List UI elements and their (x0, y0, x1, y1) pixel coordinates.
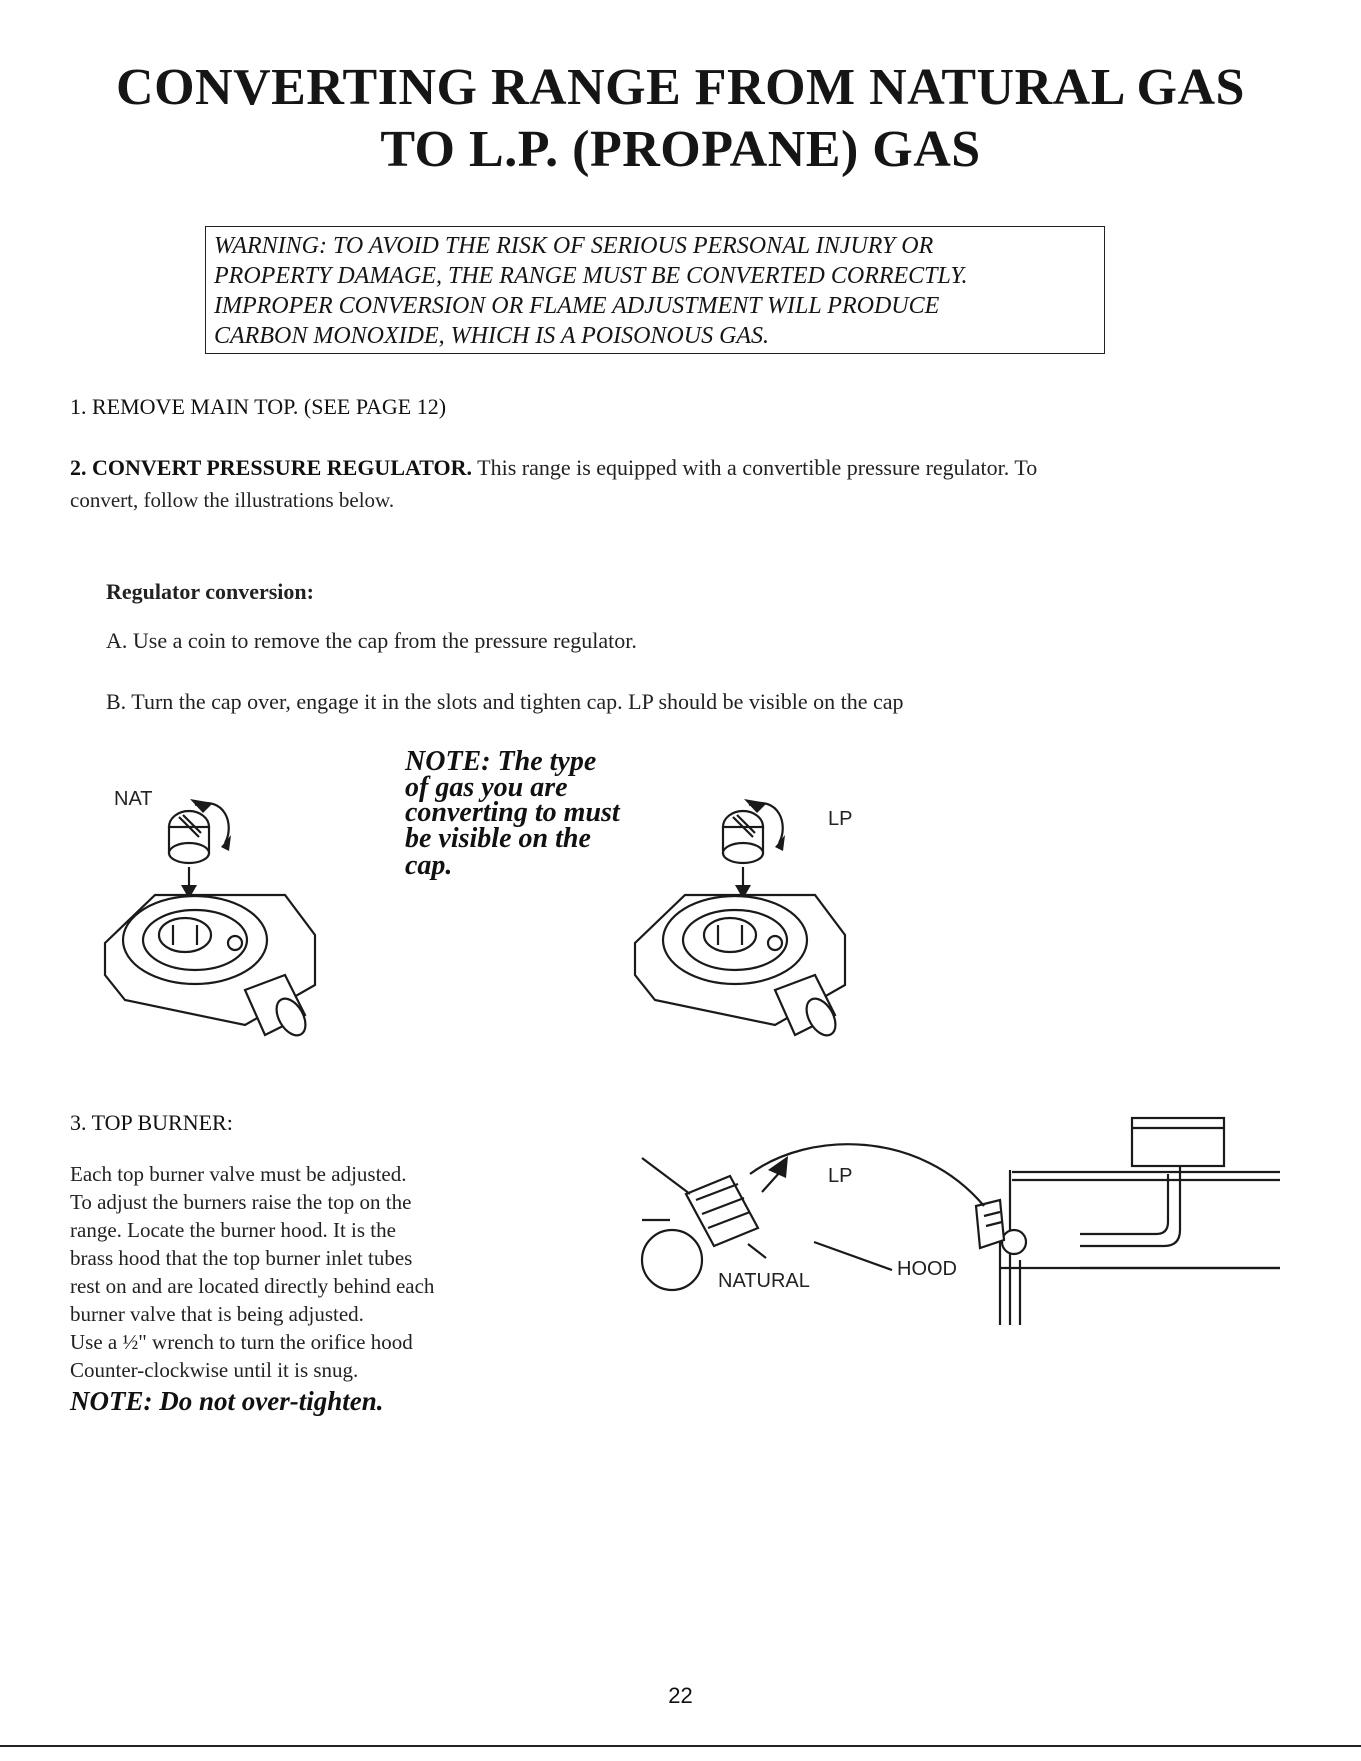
step-3-line: rest on and are located directly behind each (70, 1274, 435, 1298)
regulator-lp-illustration (625, 785, 875, 1055)
instruction-b: B. Turn the cap over, engage it in the slots and tighten cap. LP should be visible on the cap (106, 689, 904, 714)
step-2-text: This range is equipped with a convertible pressure regulator. To (477, 455, 1038, 480)
note-line: of gas you are (405, 772, 568, 803)
warning-box (205, 226, 1105, 354)
step-3-line: Each top burner valve must be adjusted. (70, 1162, 407, 1186)
hood-label: HOOD (897, 1258, 957, 1280)
step-3-line: Use a ½" wrench to turn the orifice hood (70, 1330, 413, 1354)
lp-orifice-label: LP (828, 1165, 853, 1187)
bottom-rule (0, 1745, 1361, 1747)
instruction-a: A. Use a coin to remove the cap from the pressure regulator. (106, 628, 637, 653)
burner-hood-illustration (640, 1110, 1290, 1340)
warning-line: PROPERTY DAMAGE, THE RANGE MUST BE CONVERTED CORRECTLY. (214, 263, 968, 289)
natural-orifice-label: NATURAL (718, 1270, 810, 1292)
step-2 (70, 454, 1037, 482)
step-1 (70, 394, 446, 420)
step-3-line: burner valve that is being adjusted. (70, 1302, 364, 1326)
step-2-number: 2. (70, 455, 87, 480)
note-line: NOTE: The type (405, 746, 597, 777)
step-3-number: 3. (70, 1110, 87, 1135)
note-line: converting to must (405, 797, 620, 828)
warning-line: IMPROPER CONVERSION OR FLAME ADJUSTMENT WILL PRODUCE (214, 293, 940, 319)
page-title-line-2: TO L.P. (PROPANE) GAS (380, 121, 981, 178)
step-1-heading: REMOVE MAIN TOP. (SEE PAGE 12) (92, 394, 447, 419)
nat-label: NAT (114, 788, 153, 810)
step-3-line: To adjust the burners raise the top on the (70, 1190, 412, 1214)
step-1-number: 1. (70, 394, 87, 419)
lp-label: LP (828, 808, 853, 830)
regulator-conversion-heading: Regulator conversion: (106, 579, 314, 604)
step-3-line: range. Locate the burner hood. It is the (70, 1218, 396, 1242)
warning-line: WARNING: TO AVOID THE RISK OF SERIOUS PERSONAL INJURY OR (214, 233, 934, 259)
step-2-text-continued: convert, follow the illustrations below. (70, 488, 395, 512)
step-3-line: brass hood that the top burner inlet tubes (70, 1246, 413, 1270)
step-3-line: Counter-clockwise until it is snug. (70, 1358, 359, 1382)
step-3-note: NOTE: Do not over-tighten. (70, 1386, 384, 1416)
warning-line: CARBON MONOXIDE, WHICH IS A POISONOUS GAS. (214, 323, 770, 349)
step-3-text (70, 1160, 434, 1418)
page-title-line-1: CONVERTING RANGE FROM NATURAL GAS (116, 59, 1245, 116)
regulator-note (405, 748, 620, 880)
step-3-heading: TOP BURNER: (91, 1110, 233, 1135)
step-3 (70, 1110, 233, 1136)
regulator-nat-illustration (95, 785, 345, 1055)
page-number: 22 (668, 1683, 693, 1708)
note-line: be visible on the (405, 823, 591, 854)
note-line: cap. (405, 850, 453, 881)
step-2-heading: CONVERT PRESSURE REGULATOR. (92, 455, 473, 480)
